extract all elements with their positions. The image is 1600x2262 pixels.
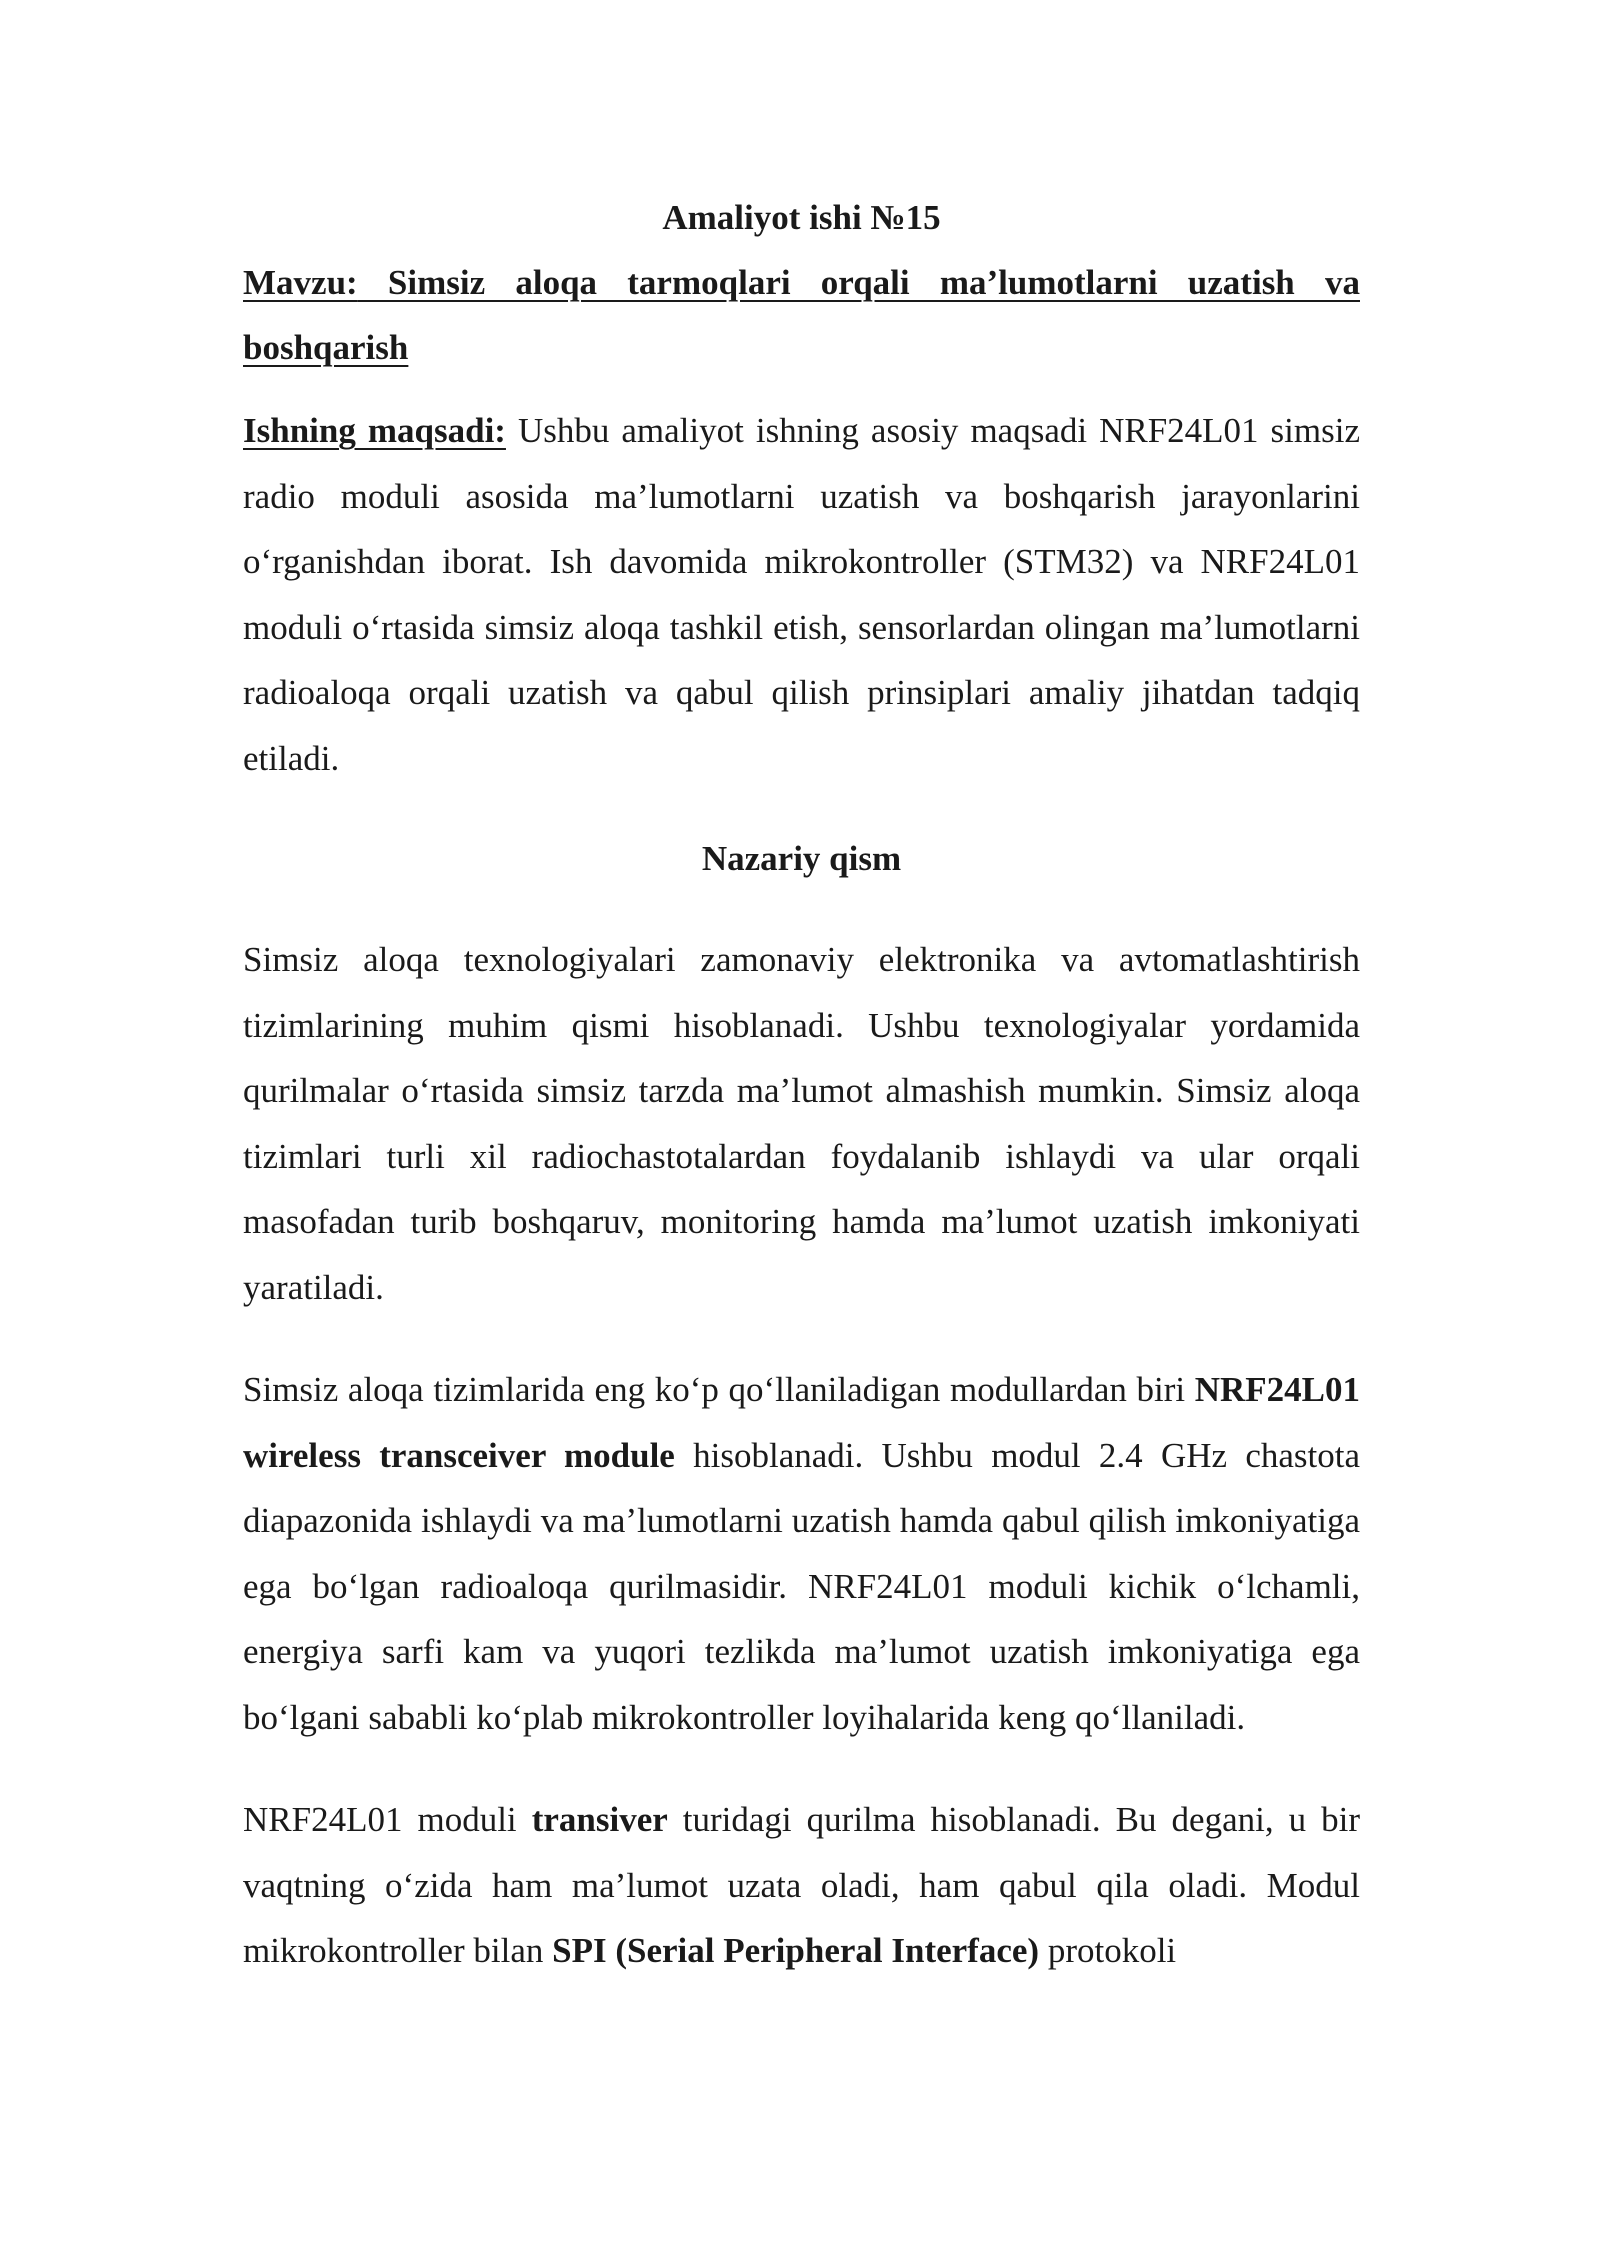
para2-bold-term: NRF24L01 wireless transceiver module [243, 1370, 1360, 1475]
para3-text-a: NRF24L01 moduli [243, 1800, 532, 1839]
para3-text-b: turidagi qurilma hisoblanadi. Bu degani, u bir vaqtning o‘zida ham ma’lumot uzata oladi, ham qabul qila oladi. Modul mikrokontroller bilan [243, 1800, 1361, 1970]
section-heading: Nazariy qism [701, 839, 902, 878]
goal-paragraph [243, 398, 1360, 791]
topic-line [243, 250, 1360, 380]
topic-label: Mavzu: [243, 263, 358, 302]
para2-text-b: hisoblanadi. Ushbu modul 2.4 GHz chastota diapazonida ishlaydi va ma’lumotlarni uzatish hamda qabul qilish imkoniyatiga ega bo‘lgan radioaloqa qurilmasidir. NRF24L01 moduli kichik o‘lchamli, energiya sarfi kam va yuqori tezlikda ma’lumot uzatish imkoniyatiga ega bo‘lgani sababli ko‘plab mikrokontroller loyihalarida keng qo‘llaniladi. [243, 1435, 1361, 1737]
document-page [243, 190, 1360, 1984]
para3-bold-term-1: transiver [531, 1800, 668, 1839]
para3-text-c: protokoli [1039, 1931, 1177, 1970]
theory-paragraph-1: Simsiz aloqa texnologiyalari zamonaviy elektronika va avtomatlashtirish tizimlarining muhim qismi hisoblanadi. Ushbu texnologiyalar yordamida qurilmalar o‘rtasida simsiz tarzda ma’lumot almashish mumkin. Simsiz aloqa tizimlari turli xil radiochastotalardan foydalanib ishlaydi va ular orqali masofadan turib boshqaruv, monitoring hamda ma’lumot uzatish imkoniyati yaratiladi. [243, 940, 1360, 1307]
para2-text-a: Simsiz aloqa tizimlarida eng ko‘p qo‘llaniladigan modullardan biri [243, 1370, 1195, 1409]
goal-label: Ishning maqsadi: [243, 411, 506, 450]
para3-bold-term-2: SPI (Serial Peripheral Interface) [552, 1931, 1040, 1970]
theory-paragraph-3 [243, 1787, 1360, 1984]
goal-text: Ushbu amaliyot ishning asosiy maqsadi NRF24L01 simsiz radio moduli asosida ma’lumotlarni uzatish va boshqarish jarayonlarini o‘rganishdan iborat. Ish davomida mikrokontroller (STM32) va NRF24L01 moduli o‘rtasida simsiz aloqa tashkil etish, sensorlardan olingan ma’lumotlarni radioaloqa orqali uzatish va qabul qilish prinsiplari amaliy jihatdan tadqiq etiladi. [243, 411, 1361, 778]
topic-text: Simsiz aloqa tarmoqlari orqali ma’lumotlarni uzatish va boshqarish [243, 263, 1360, 367]
theory-paragraph-2 [243, 1357, 1360, 1750]
document-title: Amaliyot ishi №15 [662, 198, 941, 237]
